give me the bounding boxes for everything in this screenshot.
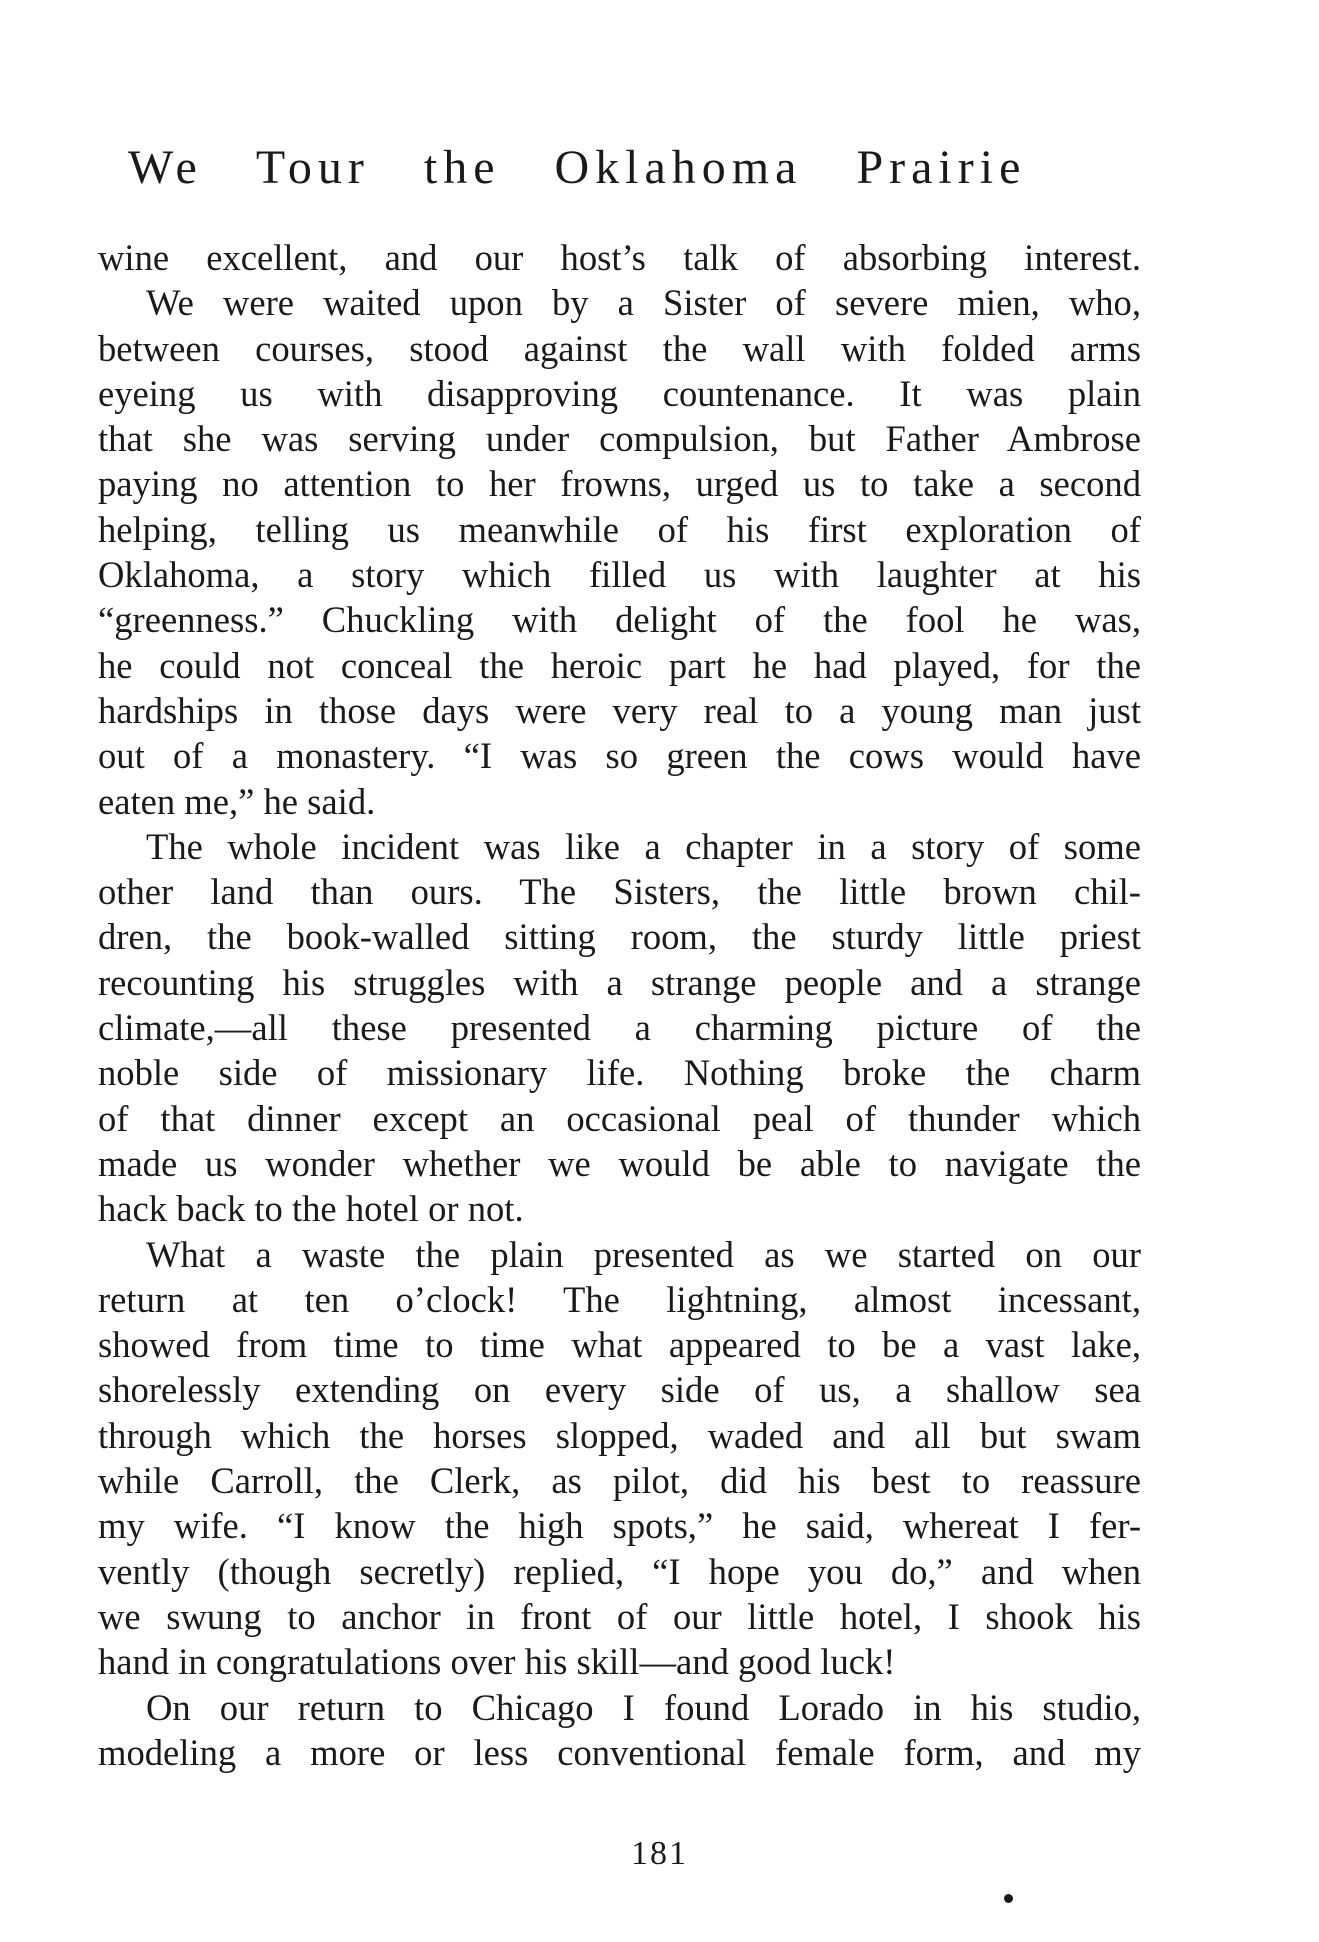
page-number: 181 <box>631 1835 688 1872</box>
text-line: modeling a more or less conventional female form, and my <box>98 1731 1141 1773</box>
text-line: out of a monastery. “I was so green the cows would have <box>98 735 1141 777</box>
text-line: paying no attention to her frowns, urged us to take a second <box>98 463 1141 505</box>
running-head: We Tour the Oklahoma Prairie <box>128 141 1027 194</box>
text-line: noble side of missionary life. Nothing broke the charm <box>98 1052 1141 1094</box>
text-line: he could not conceal the heroic part he had played, for the <box>98 644 1141 686</box>
text-line: vently (though secretly) replied, “I hope you do,” and when <box>98 1550 1141 1592</box>
text-line: of that dinner except an occasional peal of thunder which <box>98 1097 1141 1139</box>
text-line: return at ten o’clock! The lightning, almost incessant, <box>98 1278 1141 1320</box>
paragraph-start-line: On our return to Chicago I found Lorado in his studio, <box>146 1686 1141 1728</box>
text-line: climate,—all these presented a charming picture of the <box>98 1007 1141 1049</box>
text-line: other land than ours. The Sisters, the little brown chil- <box>98 871 1141 913</box>
paragraph-end-line: hand in congratulations over his skill—and good luck! <box>98 1641 896 1683</box>
text-line: dren, the book-walled sitting room, the sturdy little priest <box>98 916 1141 958</box>
text-line: while Carroll, the Clerk, as pilot, did his best to reassure <box>98 1460 1141 1502</box>
text-line: eyeing us with disapproving countenance. It was plain <box>98 372 1141 414</box>
text-line: between courses, stood against the wall with folded arms <box>98 327 1141 369</box>
paragraph-start-line: We were waited upon by a Sister of severe mien, who, <box>146 282 1141 324</box>
ink-speck <box>1004 1894 1013 1903</box>
text-line: showed from time to time what appeared to be a vast lake, <box>98 1324 1141 1366</box>
paragraph-end-line: eaten me,” he said. <box>98 780 376 822</box>
text-line: helping, telling us meanwhile of his first exploration of <box>98 508 1141 550</box>
body-text <box>98 235 1141 1775</box>
text-line: we swung to anchor in front of our little hotel, I shook his <box>98 1595 1141 1637</box>
text-line: Oklahoma, a story which filled us with laughter at his <box>98 554 1141 596</box>
text-line: that she was serving under compulsion, but Father Ambrose <box>98 418 1141 460</box>
text-line: shorelessly extending on every side of us, a shallow sea <box>98 1369 1141 1411</box>
text-line: through which the horses slopped, waded and all but swam <box>98 1414 1141 1456</box>
text-line: wine excellent, and our host’s talk of absorbing interest. <box>98 237 1141 278</box>
paragraph-end-line: hack back to the hotel or not. <box>98 1188 524 1230</box>
text-line: “greenness.” Chuckling with delight of the fool he was, <box>98 599 1141 641</box>
text-line: made us wonder whether we would be able to navigate the <box>98 1142 1141 1184</box>
text-line: recounting his struggles with a strange people and a strange <box>98 961 1141 1003</box>
paragraph-start-line: What a waste the plain presented as we started on our <box>146 1233 1141 1275</box>
paragraph-start-line: The whole incident was like a chapter in a story of some <box>146 825 1141 867</box>
text-line: hardships in those days were very real to a young man just <box>98 689 1141 731</box>
text-line: my wife. “I know the high spots,” he said, whereat I fer- <box>98 1505 1141 1547</box>
